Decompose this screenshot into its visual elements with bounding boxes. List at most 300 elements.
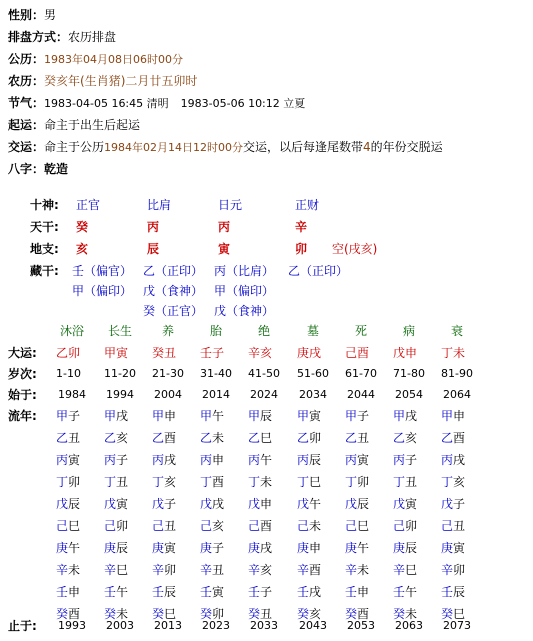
liunian-stem: 丁 bbox=[56, 475, 69, 489]
liunian-4-2 bbox=[152, 497, 176, 511]
liunian-3-3 bbox=[200, 475, 224, 489]
liunian-stem: 癸 bbox=[297, 607, 310, 621]
liunian-branch: 丑 bbox=[453, 519, 466, 533]
liunian-branch: 未 bbox=[260, 475, 273, 489]
liunian-4-3 bbox=[200, 497, 224, 511]
liunian-0-4 bbox=[248, 409, 272, 423]
liunian-branch: 戌 bbox=[405, 409, 418, 423]
liunian-stem: 癸 bbox=[441, 607, 454, 621]
liunian-branch: 午 bbox=[260, 453, 273, 467]
sui-1: 11-20 bbox=[104, 367, 136, 380]
liunian-6-6 bbox=[345, 541, 369, 555]
liunian-6-2 bbox=[152, 541, 176, 555]
liunian-branch: 巳 bbox=[260, 431, 273, 445]
liunian-stem: 壬 bbox=[200, 585, 213, 599]
sui-4: 41-50 bbox=[248, 367, 280, 380]
liunian-stem: 癸 bbox=[104, 607, 117, 621]
liunian-stem: 庚 bbox=[345, 541, 358, 555]
liunian-stem: 戊 bbox=[297, 497, 310, 511]
liunian-stem: 甲 bbox=[200, 409, 213, 423]
liunian-branch: 申 bbox=[309, 541, 322, 555]
liunian-stem: 辛 bbox=[152, 563, 165, 577]
liunian-3-1 bbox=[104, 475, 128, 489]
liunian-0-6 bbox=[345, 409, 369, 423]
liunian-stem: 甲 bbox=[297, 409, 310, 423]
liunian-branch: 戌 bbox=[309, 585, 322, 599]
liunian-stem: 庚 bbox=[248, 541, 261, 555]
changsheng-8: 衰 bbox=[451, 324, 464, 338]
liunian-3-0 bbox=[56, 475, 80, 489]
liunian-branch: 申 bbox=[453, 409, 466, 423]
liunian-4-0 bbox=[56, 497, 80, 511]
liunian-stem: 丁 bbox=[200, 475, 213, 489]
liunian-branch: 辰 bbox=[68, 497, 81, 511]
liunian-branch: 寅 bbox=[116, 497, 129, 511]
canggan-1-1: 戊（食神） bbox=[143, 284, 204, 298]
liunian-branch: 戌 bbox=[260, 541, 273, 555]
liunian-branch: 辰 bbox=[116, 541, 129, 555]
liunian-branch: 卯 bbox=[116, 519, 129, 533]
liunian-4-7 bbox=[393, 497, 417, 511]
liunian-branch: 戌 bbox=[453, 453, 466, 467]
liunian-branch: 未 bbox=[309, 519, 322, 533]
liunian-0-7 bbox=[393, 409, 417, 423]
liunian-8-8 bbox=[441, 585, 465, 599]
liunian-stem: 己 bbox=[104, 519, 117, 533]
liunian-7-1 bbox=[104, 563, 128, 577]
liunian-stem: 辛 bbox=[297, 563, 310, 577]
canggan-0-1: 甲（偏印） bbox=[72, 284, 133, 298]
liunian-6-5 bbox=[297, 541, 321, 555]
liunian-branch: 寅 bbox=[68, 453, 81, 467]
qiyun-row: 起运：命主于出生后起运 bbox=[8, 118, 141, 132]
liunian-2-0 bbox=[56, 453, 80, 467]
liunian-stem: 辛 bbox=[104, 563, 117, 577]
liunian-4-5 bbox=[297, 497, 321, 511]
liunian-1-4 bbox=[248, 431, 272, 445]
liunian-branch: 卯 bbox=[212, 607, 225, 621]
sui-6: 61-70 bbox=[345, 367, 377, 380]
shishen-3: 正财 bbox=[295, 198, 320, 212]
liunian-stem: 乙 bbox=[297, 431, 310, 445]
liunian-branch: 寅 bbox=[309, 409, 322, 423]
jiaoyun-date: 1984年02月14日12时00分 bbox=[104, 141, 244, 154]
changsheng-6: 死 bbox=[355, 324, 368, 338]
liunian-branch: 辰 bbox=[405, 541, 418, 555]
changsheng-0: 沐浴 bbox=[60, 324, 85, 338]
canggan-0-0: 壬（偏官） bbox=[72, 264, 133, 278]
liunian-stem: 乙 bbox=[248, 431, 261, 445]
dayun-5: 庚戌 bbox=[297, 346, 322, 360]
sui-2: 21-30 bbox=[152, 367, 184, 380]
changsheng-3: 胎 bbox=[210, 324, 223, 338]
tiangan-0: 癸 bbox=[76, 220, 89, 234]
liunian-stem: 庚 bbox=[56, 541, 69, 555]
liunian-stem: 丁 bbox=[248, 475, 261, 489]
liunian-branch: 丑 bbox=[357, 431, 370, 445]
tiangan-label: 天干: bbox=[30, 220, 59, 234]
canggan-1-2: 癸（正官） bbox=[143, 304, 204, 318]
liunian-branch: 申 bbox=[164, 409, 177, 423]
zhi-0: 1993 bbox=[58, 619, 86, 632]
liunian-branch: 巳 bbox=[116, 563, 129, 577]
liunian-stem: 戊 bbox=[200, 497, 213, 511]
liunian-branch: 丑 bbox=[164, 519, 177, 533]
liunian-8-2 bbox=[152, 585, 176, 599]
liunian-branch: 酉 bbox=[309, 563, 322, 577]
liunian-stem: 乙 bbox=[441, 431, 454, 445]
lunar-value: 癸亥年(生肖猪)二月廿五卯时 bbox=[44, 74, 198, 88]
liunian-stem: 甲 bbox=[393, 409, 406, 423]
dayun-7: 戊申 bbox=[393, 346, 418, 360]
liunian-stem: 乙 bbox=[152, 431, 165, 445]
shishen-0: 正官 bbox=[76, 198, 101, 212]
liunian-stem: 丁 bbox=[345, 475, 358, 489]
liunian-stem: 壬 bbox=[297, 585, 310, 599]
liunian-branch: 亥 bbox=[309, 607, 322, 621]
liunian-6-1 bbox=[104, 541, 128, 555]
tiangan-1: 丙 bbox=[147, 220, 160, 234]
liunian-branch: 丑 bbox=[68, 431, 81, 445]
dizhi-2: 寅 bbox=[218, 242, 231, 256]
zhi-label: 止于: bbox=[8, 619, 37, 633]
zhi-8: 2073 bbox=[443, 619, 471, 632]
liunian-branch: 巳 bbox=[164, 607, 177, 621]
liunian-branch: 辰 bbox=[260, 409, 273, 423]
liunian-stem: 乙 bbox=[56, 431, 69, 445]
liunian-branch: 巳 bbox=[405, 563, 418, 577]
tiangan-2: 丙 bbox=[218, 220, 231, 234]
liunian-stem: 乙 bbox=[200, 431, 213, 445]
liunian-stem: 庚 bbox=[441, 541, 454, 555]
liunian-stem: 己 bbox=[441, 519, 454, 533]
liunian-4-1 bbox=[104, 497, 128, 511]
liunian-stem: 己 bbox=[200, 519, 213, 533]
liunian-0-5 bbox=[297, 409, 321, 423]
liunian-branch: 亥 bbox=[453, 475, 466, 489]
liunian-1-2 bbox=[152, 431, 176, 445]
dayun-4: 辛亥 bbox=[248, 346, 273, 360]
liunian-stem: 戊 bbox=[56, 497, 69, 511]
gender-row: 性别：男 bbox=[8, 8, 57, 22]
liunian-branch: 卯 bbox=[405, 519, 418, 533]
zhi-5: 2043 bbox=[299, 619, 327, 632]
jiaoyun-num: 4 bbox=[363, 140, 371, 154]
liunian-5-7 bbox=[393, 519, 417, 533]
dayun-8: 丁未 bbox=[441, 346, 466, 360]
liunian-stem: 丙 bbox=[441, 453, 454, 467]
shi-1: 1994 bbox=[106, 388, 134, 401]
liunian-branch: 辰 bbox=[164, 585, 177, 599]
shi-8: 2064 bbox=[443, 388, 471, 401]
liunian-stem: 癸 bbox=[393, 607, 406, 621]
shi-label: 始于: bbox=[8, 388, 37, 402]
jieqi-row: 节气：1983-04-05 16:45 清明 1983-05-06 10:12 立夏 bbox=[8, 96, 306, 110]
shi-5: 2034 bbox=[299, 388, 327, 401]
liunian-1-6 bbox=[345, 431, 369, 445]
liunian-stem: 壬 bbox=[56, 585, 69, 599]
liunian-8-6 bbox=[345, 585, 369, 599]
zhi-1: 2003 bbox=[106, 619, 134, 632]
shi-0: 1984 bbox=[58, 388, 86, 401]
gender-value: 男 bbox=[44, 8, 57, 22]
liunian-branch: 戌 bbox=[164, 453, 177, 467]
liunian-5-5 bbox=[297, 519, 321, 533]
liunian-branch: 丑 bbox=[260, 607, 273, 621]
shishen-label: 十神: bbox=[30, 198, 59, 212]
liunian-8-5 bbox=[297, 585, 321, 599]
liunian-6-3 bbox=[200, 541, 224, 555]
shi-7: 2054 bbox=[395, 388, 423, 401]
liunian-stem: 庚 bbox=[200, 541, 213, 555]
liunian-stem: 戊 bbox=[345, 497, 358, 511]
changsheng-5: 墓 bbox=[307, 324, 320, 338]
liunian-stem: 癸 bbox=[345, 607, 358, 621]
liunian-5-0 bbox=[56, 519, 80, 533]
liunian-5-6 bbox=[345, 519, 369, 533]
liunian-0-0 bbox=[56, 409, 80, 423]
liunian-branch: 巳 bbox=[68, 519, 81, 533]
liunian-branch: 亥 bbox=[260, 563, 273, 577]
liunian-branch: 亥 bbox=[405, 431, 418, 445]
liunian-branch: 子 bbox=[405, 453, 418, 467]
liunian-stem: 庚 bbox=[152, 541, 165, 555]
liunian-stem: 壬 bbox=[345, 585, 358, 599]
shi-3: 2014 bbox=[202, 388, 230, 401]
liunian-stem: 甲 bbox=[104, 409, 117, 423]
liunian-branch: 酉 bbox=[260, 519, 273, 533]
liunian-5-4 bbox=[248, 519, 272, 533]
liunian-2-6 bbox=[345, 453, 369, 467]
liunian-stem: 辛 bbox=[441, 563, 454, 577]
shi-2: 2004 bbox=[154, 388, 182, 401]
liunian-3-7 bbox=[393, 475, 417, 489]
changsheng-1: 长生 bbox=[108, 324, 133, 338]
liunian-branch: 未 bbox=[357, 563, 370, 577]
shishen-1: 比肩 bbox=[147, 198, 172, 212]
liunian-2-3 bbox=[200, 453, 224, 467]
liunian-branch: 酉 bbox=[212, 475, 225, 489]
liunian-branch: 亥 bbox=[212, 519, 225, 533]
liunian-branch: 午 bbox=[116, 585, 129, 599]
liunian-branch: 子 bbox=[164, 497, 177, 511]
liunian-stem: 丙 bbox=[248, 453, 261, 467]
liunian-branch: 申 bbox=[68, 585, 81, 599]
liunian-7-4 bbox=[248, 563, 272, 577]
liunian-7-7 bbox=[393, 563, 417, 577]
liunian-stem: 癸 bbox=[152, 607, 165, 621]
liunian-branch: 卯 bbox=[68, 475, 81, 489]
liunian-stem: 辛 bbox=[248, 563, 261, 577]
canggan-label: 藏干: bbox=[30, 264, 59, 278]
dayun-2: 癸丑 bbox=[152, 346, 177, 360]
sui-3: 31-40 bbox=[200, 367, 232, 380]
liunian-1-8 bbox=[441, 431, 465, 445]
liunian-branch: 午 bbox=[405, 585, 418, 599]
liunian-2-1 bbox=[104, 453, 128, 467]
liunian-branch: 子 bbox=[357, 409, 370, 423]
liunian-stem: 丁 bbox=[393, 475, 406, 489]
liunian-0-8 bbox=[441, 409, 465, 423]
liunian-branch: 子 bbox=[116, 453, 129, 467]
zhi-2: 2013 bbox=[154, 619, 182, 632]
liunian-6-7 bbox=[393, 541, 417, 555]
liunian-stem: 丁 bbox=[104, 475, 117, 489]
sui-label: 岁次: bbox=[8, 367, 37, 381]
liunian-branch: 寅 bbox=[357, 453, 370, 467]
liunian-stem: 癸 bbox=[248, 607, 261, 621]
liunian-stem: 丙 bbox=[393, 453, 406, 467]
liunian-stem: 乙 bbox=[104, 431, 117, 445]
canggan-3-0: 乙（正印） bbox=[288, 264, 349, 278]
liunian-2-7 bbox=[393, 453, 417, 467]
liunian-stem: 戊 bbox=[393, 497, 406, 511]
liunian-stem: 丙 bbox=[152, 453, 165, 467]
liunian-branch: 丑 bbox=[116, 475, 129, 489]
liunian-branch: 辰 bbox=[453, 585, 466, 599]
liunian-stem: 丙 bbox=[297, 453, 310, 467]
bazi-row: 八字：乾造 bbox=[8, 162, 69, 176]
liunian-stem: 癸 bbox=[200, 607, 213, 621]
liunian-stem: 丙 bbox=[200, 453, 213, 467]
liunian-branch: 卯 bbox=[164, 563, 177, 577]
liunian-stem: 癸 bbox=[56, 607, 69, 621]
liunian-stem: 辛 bbox=[393, 563, 406, 577]
dizhi-1: 辰 bbox=[147, 242, 160, 256]
liunian-stem: 庚 bbox=[393, 541, 406, 555]
canggan-2-0: 丙（比肩） bbox=[214, 264, 275, 278]
kong-wang: 空(戌亥) bbox=[332, 242, 378, 256]
changsheng-4: 绝 bbox=[258, 324, 271, 338]
dayun-6: 己酉 bbox=[345, 346, 370, 360]
liunian-stem: 壬 bbox=[393, 585, 406, 599]
canggan-1-0: 乙（正印） bbox=[143, 264, 204, 278]
dayun-label: 大运: bbox=[8, 346, 37, 360]
sui-7: 71-80 bbox=[393, 367, 425, 380]
liunian-stem: 壬 bbox=[104, 585, 117, 599]
liunian-branch: 未 bbox=[116, 607, 129, 621]
liunian-branch: 卯 bbox=[453, 563, 466, 577]
liunian-branch: 辰 bbox=[357, 497, 370, 511]
liunian-branch: 寅 bbox=[212, 585, 225, 599]
sui-5: 51-60 bbox=[297, 367, 329, 380]
liunian-stem: 壬 bbox=[248, 585, 261, 599]
canggan-2-2: 戊（食神） bbox=[214, 304, 275, 318]
liunian-0-3 bbox=[200, 409, 224, 423]
liunian-stem: 甲 bbox=[152, 409, 165, 423]
liunian-4-4 bbox=[248, 497, 272, 511]
liunian-stem: 戊 bbox=[152, 497, 165, 511]
zhi-7: 2063 bbox=[395, 619, 423, 632]
dayun-1: 甲寅 bbox=[104, 346, 129, 360]
liunian-7-6 bbox=[345, 563, 369, 577]
liunian-1-0 bbox=[56, 431, 80, 445]
liunian-4-8 bbox=[441, 497, 465, 511]
liunian-6-8 bbox=[441, 541, 465, 555]
liunian-branch: 子 bbox=[453, 497, 466, 511]
liunian-branch: 寅 bbox=[164, 541, 177, 555]
liunian-stem: 戊 bbox=[104, 497, 117, 511]
liunian-2-8 bbox=[441, 453, 465, 467]
liunian-branch: 巳 bbox=[309, 475, 322, 489]
liunian-branch: 酉 bbox=[164, 431, 177, 445]
liunian-branch: 亥 bbox=[116, 431, 129, 445]
liunian-3-6 bbox=[345, 475, 369, 489]
liunian-0-2 bbox=[152, 409, 176, 423]
liunian-stem: 戊 bbox=[441, 497, 454, 511]
changsheng-2: 养 bbox=[162, 324, 175, 338]
zhi-4: 2033 bbox=[250, 619, 278, 632]
liunian-label: 流年: bbox=[8, 409, 37, 423]
liunian-branch: 申 bbox=[260, 497, 273, 511]
liunian-branch: 辰 bbox=[309, 453, 322, 467]
liunian-1-1 bbox=[104, 431, 128, 445]
lunar-row: 农历：癸亥年(生肖猪)二月廿五卯时 bbox=[8, 74, 198, 88]
liunian-stem: 辛 bbox=[56, 563, 69, 577]
liunian-stem: 己 bbox=[248, 519, 261, 533]
liunian-branch: 午 bbox=[357, 541, 370, 555]
liunian-3-5 bbox=[297, 475, 321, 489]
dayun-3: 壬子 bbox=[200, 346, 225, 360]
liunian-branch: 巳 bbox=[357, 519, 370, 533]
liunian-1-3 bbox=[200, 431, 224, 445]
liunian-stem: 庚 bbox=[297, 541, 310, 555]
liunian-stem: 丁 bbox=[152, 475, 165, 489]
shi-4: 2024 bbox=[250, 388, 278, 401]
liunian-branch: 子 bbox=[260, 585, 273, 599]
liunian-stem: 辛 bbox=[345, 563, 358, 577]
liunian-4-6 bbox=[345, 497, 369, 511]
liunian-5-1 bbox=[104, 519, 128, 533]
method-row: 排盘方式：农历排盘 bbox=[8, 30, 117, 44]
shi-6: 2044 bbox=[347, 388, 375, 401]
liunian-5-8 bbox=[441, 519, 465, 533]
liunian-8-3 bbox=[200, 585, 224, 599]
liunian-7-5 bbox=[297, 563, 321, 577]
liunian-stem: 辛 bbox=[200, 563, 213, 577]
liunian-branch: 酉 bbox=[357, 607, 370, 621]
liunian-2-2 bbox=[152, 453, 176, 467]
liunian-3-8 bbox=[441, 475, 465, 489]
liunian-stem: 乙 bbox=[393, 431, 406, 445]
liunian-branch: 未 bbox=[68, 563, 81, 577]
liunian-stem: 庚 bbox=[104, 541, 117, 555]
jiaoyun-row: 交运：命主于公历1984年02月14日12时00分交运，以后每逢尾数带4的年份交脱运 bbox=[8, 140, 443, 154]
liunian-branch: 未 bbox=[405, 607, 418, 621]
dizhi-3: 卯 bbox=[295, 242, 308, 256]
liunian-branch: 卯 bbox=[309, 431, 322, 445]
zhi-3: 2023 bbox=[202, 619, 230, 632]
liunian-branch: 戌 bbox=[212, 497, 225, 511]
changsheng-7: 病 bbox=[403, 324, 416, 338]
liunian-stem: 壬 bbox=[441, 585, 454, 599]
liunian-2-5 bbox=[297, 453, 321, 467]
solar-value: 1983年04月08日06时00分 bbox=[44, 53, 183, 66]
liunian-7-8 bbox=[441, 563, 465, 577]
liunian-stem: 己 bbox=[345, 519, 358, 533]
liunian-stem: 丙 bbox=[345, 453, 358, 467]
liunian-stem: 丙 bbox=[56, 453, 69, 467]
liunian-1-7 bbox=[393, 431, 417, 445]
liunian-stem: 甲 bbox=[56, 409, 69, 423]
liunian-branch: 丑 bbox=[405, 475, 418, 489]
jieqi-1: 1983-04-05 16:45 清明 bbox=[44, 97, 169, 110]
liunian-branch: 寅 bbox=[405, 497, 418, 511]
qiyun-value: 命主于出生后起运 bbox=[44, 118, 141, 132]
liunian-7-0 bbox=[56, 563, 80, 577]
liunian-branch: 午 bbox=[68, 541, 81, 555]
liunian-stem: 甲 bbox=[248, 409, 261, 423]
